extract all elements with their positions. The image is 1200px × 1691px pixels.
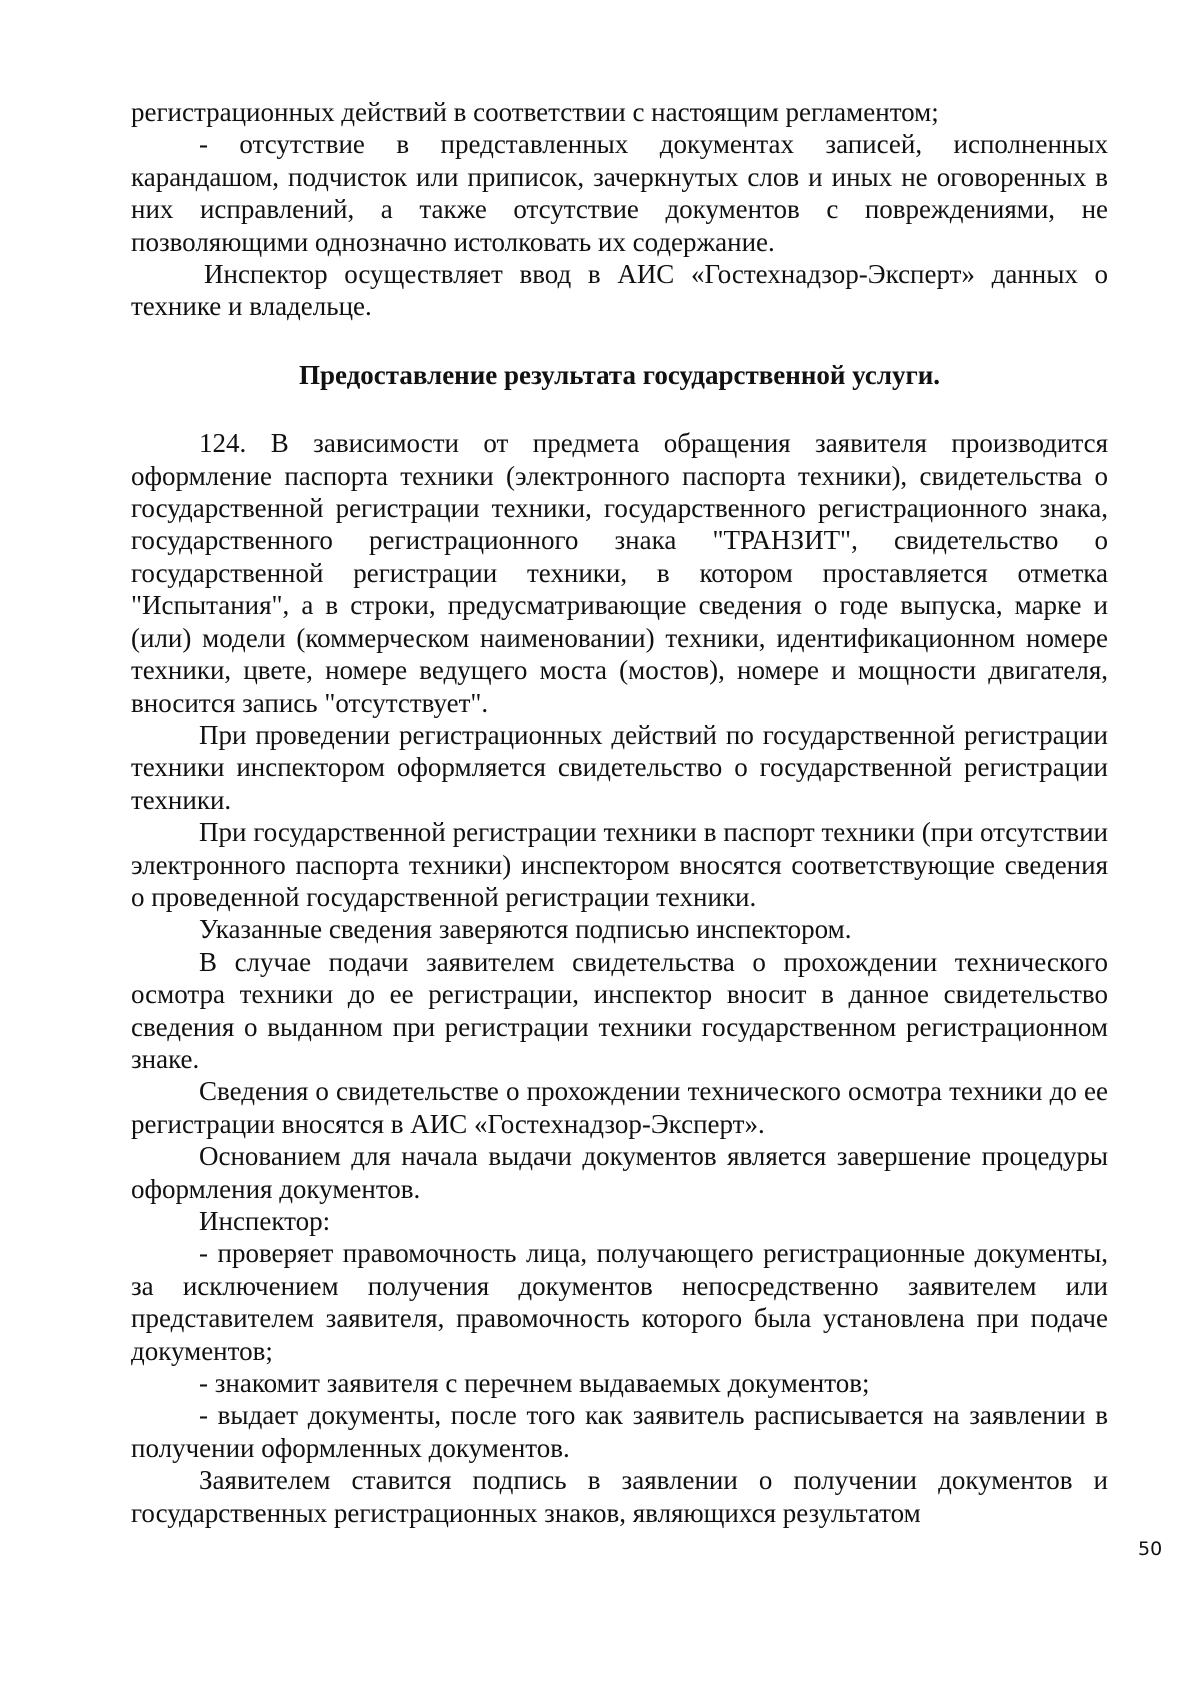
list-item-list-of-documents: - знакомит заявителя с перечнем выдаваемых документов;	[199, 1368, 870, 1399]
paragraph-issuance-basis: Основанием для начала выдачи документов является завершение процедуры оформления документов.	[131, 1141, 1108, 1204]
paragraph-applicant-signature: Заявителем ставится подпись в заявлении о получении документов и государственных регистрационных знаков, являющихся результатом	[131, 1465, 1108, 1528]
paragraph-inspection-data-entry: Сведения о свидетельстве о прохождении технического осмотра техники до ее регистрации вносятся в АИС «Гостехнадзор-Эксперт».	[131, 1076, 1108, 1139]
list-item-verify-authority: - проверяет правомочность лица, получающего регистрационные документы, за исключением получения документов непосредственно заявителем или представителем заявителя, правомочность которого была установлена при подаче документов;	[131, 1238, 1108, 1366]
paragraph-item-124: 124. В зависимости от предмета обращения заявителя производится оформление паспорта техники (электронного паспорта техники), свидетельства о государственной регистрации техники, государственного регистрационного знака, государственного регистрационного знака "ТРАНЗИТ", свидетельство о государственной регистрации техники, в котором проставляется отметка "Испытания", а в строки, предусматривающие сведения о годе выпуска, марке и (или) модели (коммерческом наименовании) техники, идентификационном номере техники, цвете, номере ведущего моста (мостов), номере и мощности двигателя, вносится запись "отсутствует".	[131, 428, 1108, 718]
section-heading: Предоставление результата государственной услуги.	[298, 359, 941, 390]
page-number: 50	[1138, 1538, 1163, 1560]
document-body	[131, 96, 1108, 1529]
list-item-issue-documents: - выдает документы, после того как заявитель расписывается на заявлении в получении оформленных документов.	[131, 1400, 1108, 1463]
paragraph-passport-entry: При государственной регистрации техники в паспорт техники (при отсутствии электронного паспорта техники) инспектором вносятся соответствующие сведения о проведенной государственной регистрации техники.	[131, 817, 1108, 912]
paragraph-inspector-data-entry: Инспектор осуществляет ввод в АИС «Гостехнадзор-Эксперт» данных о технике и владельце.	[131, 259, 1108, 322]
paragraph-inspection-certificate: В случае подачи заявителем свидетельства о прохождении технического осмотра техники до ее регистрации, инспектор вносит в данное свидетельство сведения о выданном при регистрации техники государственном регистрационном знаке.	[131, 946, 1108, 1074]
paragraph-inspector-label: Инспектор:	[199, 1206, 331, 1236]
paragraph-registration-certificate: При проведении регистрационных действий по государственной регистрации техники инспектором оформляется свидетельство о государственной регистрации техники.	[131, 719, 1108, 815]
paragraph-signature-certification: Указанные сведения заверяются подписью инспектором.	[199, 914, 852, 945]
list-item-absence-of-corrections: - отсутствие в представленных документах записей, исполненных карандашом, подчисток или приписок, зачеркнутых слов и иных не оговоренных в них исправлений, а также отсутствие документов с повреждениями, не позволяющими однозначно истолковать их содержание.	[131, 129, 1108, 257]
paragraph-continuation: регистрационных действий в соответствии с настоящим регламентом;	[131, 97, 939, 127]
